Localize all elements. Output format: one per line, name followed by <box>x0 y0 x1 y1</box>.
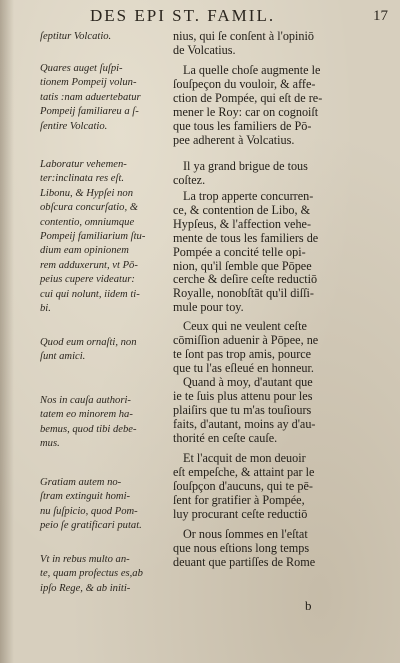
text-line: ie te ſuis plus attenu pour les <box>173 388 313 403</box>
text-line: mule pour toy. <box>173 300 244 315</box>
text-line: de Volcatius. <box>173 42 236 57</box>
margin-note-line: contentio, omniumque <box>40 216 135 228</box>
text-line: luy procurant ceſte reductiō <box>173 506 308 521</box>
text-line: nion, qu'il ſemble que Pōpee <box>173 258 312 273</box>
margin-note-line: Nos in cauſa authori- <box>40 395 131 406</box>
text-line: ction de Pompée, qui eſt de re- <box>173 90 323 105</box>
text-line: Royalle, nonobſtāt qu'il diſſi- <box>173 286 314 301</box>
text-line: cōmiſſion aduenir à Pōpee, ne <box>173 332 319 347</box>
margin-note-line: Vt in rebus multo an- <box>40 554 130 565</box>
text-line: Pompée a concité telle opi- <box>173 244 306 259</box>
text-line: Or nous ſommes en l'eſtat <box>183 527 308 541</box>
text-line: cerche & deſire ceſte reductiō <box>173 272 318 287</box>
paragraph <box>173 320 393 376</box>
margin-note-line: nu ſuſpicio, quod Pom- <box>40 505 138 517</box>
margin-note-line: dium eam opinionem <box>40 245 129 257</box>
signature-mark: b <box>305 598 312 613</box>
text-line: te ſont pas trop amis, pource <box>173 346 312 361</box>
text-line: coſtez. <box>173 172 206 187</box>
margin-note-line: Pompeij familiareu a ſ- <box>40 106 139 118</box>
text-line: thorité en ceſte cauſe. <box>173 430 278 445</box>
margin-note-line: ſtram extinguit homi- <box>40 491 131 503</box>
margin-note-line: tionem Pompeij volun- <box>40 77 137 89</box>
margin-note-line: rem adduxerunt, vt Pō- <box>40 259 138 271</box>
margin-note <box>40 394 172 452</box>
margin-note-line: tatis :nam aduertebatur <box>40 91 141 103</box>
margin-note-line: ſentire Volcatio. <box>40 120 108 132</box>
margin-note-line: tatem eo minorem ha- <box>40 409 133 421</box>
margin-note <box>40 476 172 534</box>
margin-note-line: ter:inclinata res eſt. <box>40 173 125 185</box>
text-line: plaiſirs que tu m'as touſiours <box>173 402 312 417</box>
text-line: La quelle choſe augmente le <box>183 63 321 77</box>
page-number: 17 <box>373 8 388 24</box>
gutter-shadow <box>0 0 14 663</box>
paragraph <box>173 528 393 570</box>
margin-note-line: te, quam profectus es,ab <box>40 568 143 580</box>
margin-note-line: ſeptitur Volcatio. <box>40 31 112 42</box>
running-head: DES EPI ST. FAMIL. <box>90 6 276 25</box>
paragraph <box>173 376 393 446</box>
text-line: faits, d'autant, moins ay d'au- <box>173 416 316 431</box>
text-line: Ceux qui ne veulent ceſte <box>183 319 307 333</box>
margin-note <box>40 336 172 365</box>
margin-note-line: Quares auget ſuſpi- <box>40 63 123 74</box>
margin-note <box>40 30 172 44</box>
text-line: ſent for gratifier à Pompée, <box>173 492 305 507</box>
text-line: eſt empeſche, & attaint par le <box>173 464 315 479</box>
text-line: ſouſpeçon du vouloir, & affe- <box>173 76 316 91</box>
margin-note-line: Gratiam autem no- <box>40 477 122 488</box>
margin-note-line: mus. <box>40 438 60 450</box>
margin-note <box>40 62 172 134</box>
margin-note-line: peio ſe gratificari putat. <box>40 520 142 532</box>
margin-note <box>40 553 172 596</box>
margin-note-line: bi. <box>40 303 51 315</box>
text-line: Quand à moy, d'autant que <box>183 375 313 389</box>
text-line: nius, qui ſe conſent à l'opiniō <box>173 29 314 43</box>
margin-note-line: Quod eum ornaſti, non <box>40 337 137 348</box>
text-line: que tous les familiers de Pō- <box>173 118 312 133</box>
text-line: que tu l'as eſleué en honneur. <box>173 360 314 375</box>
margin-note-line: bemus, quod tibi debe- <box>40 423 137 435</box>
text-line: Hypſeus, & l'affection vehe- <box>173 216 312 231</box>
paragraph <box>173 160 393 188</box>
margin-note-line: ſunt amici. <box>40 351 86 363</box>
margin-note-line: Laboratur vehemen- <box>40 159 127 170</box>
margin-note-line: cui qui nolunt, iidem ti- <box>40 288 140 300</box>
margin-note-line: ipſo Rege, & ab initi- <box>40 582 131 594</box>
text-line: deuant que partiſſes de Rome <box>173 554 316 569</box>
margin-note-line: peius cupere videatur: <box>40 274 135 286</box>
text-line: ce, & contention de Libo, & <box>173 202 311 217</box>
margin-note-line: Pompeij familiarium ſtu- <box>40 231 146 243</box>
text-line: Et l'acquit de mon deuoir <box>183 451 306 465</box>
margin-note-line: Libonu, & Hypſei non <box>40 187 133 199</box>
paragraph <box>173 64 393 147</box>
margin-note-line: obſcura concurſatio, & <box>40 202 138 214</box>
paragraph <box>173 190 393 315</box>
text-line: La trop apperte concurren- <box>183 189 314 203</box>
text-line: Il ya grand brigue de tous <box>183 159 308 173</box>
text-line: que nous eſtions long temps <box>173 540 310 555</box>
text-line: pee adherent à Volcatius. <box>173 132 295 147</box>
text-line: mente de tous les familiers de <box>173 230 319 245</box>
margin-note <box>40 158 172 316</box>
paragraph <box>173 30 393 58</box>
text-line: mener le Roy: car on cognoiſt <box>173 104 319 119</box>
text-line: ſouſpçon d'aucuns, qui te pē- <box>173 478 313 493</box>
paragraph <box>173 452 393 522</box>
